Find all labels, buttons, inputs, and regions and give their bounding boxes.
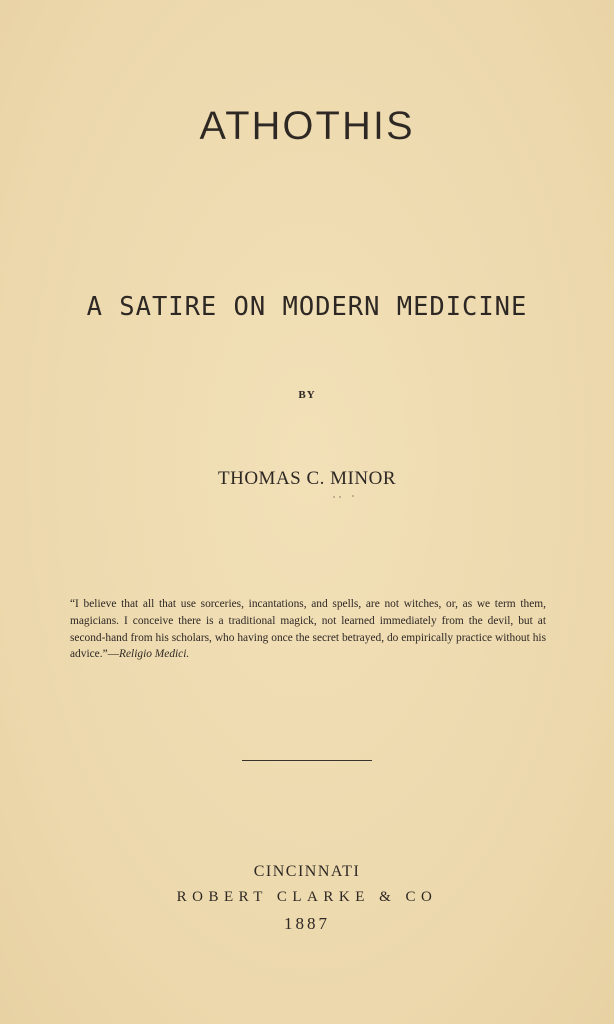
epigraph [70,596,546,663]
author-name: THOMAS C. MINOR [218,468,396,489]
horizontal-rule [242,760,372,761]
imprint-city: CINCINNATI [253,863,361,880]
imprint-publisher: ROBERT CLARKE & CO [176,889,438,905]
book-subtitle: A SATIRE ON MODERN MEDICINE [86,292,528,322]
byline: BY [298,389,316,401]
print-speck [333,496,335,498]
print-speck [352,495,354,497]
imprint-year: 1887 [284,914,330,933]
epigraph-text: “I believe that all that use sorceries, incantations, and spells, are not witches, or, as we term them, magicians. I conceive there is a traditional magick, not learned immediately from the devil, but at second-hand from his scholars, who having once the secret betrayed, do empirically practice without his advice.”— [70,598,546,661]
book-title: ATHOTHIS [199,104,415,148]
epigraph-source: Religio Medici. [119,648,190,661]
print-speck [339,496,341,498]
